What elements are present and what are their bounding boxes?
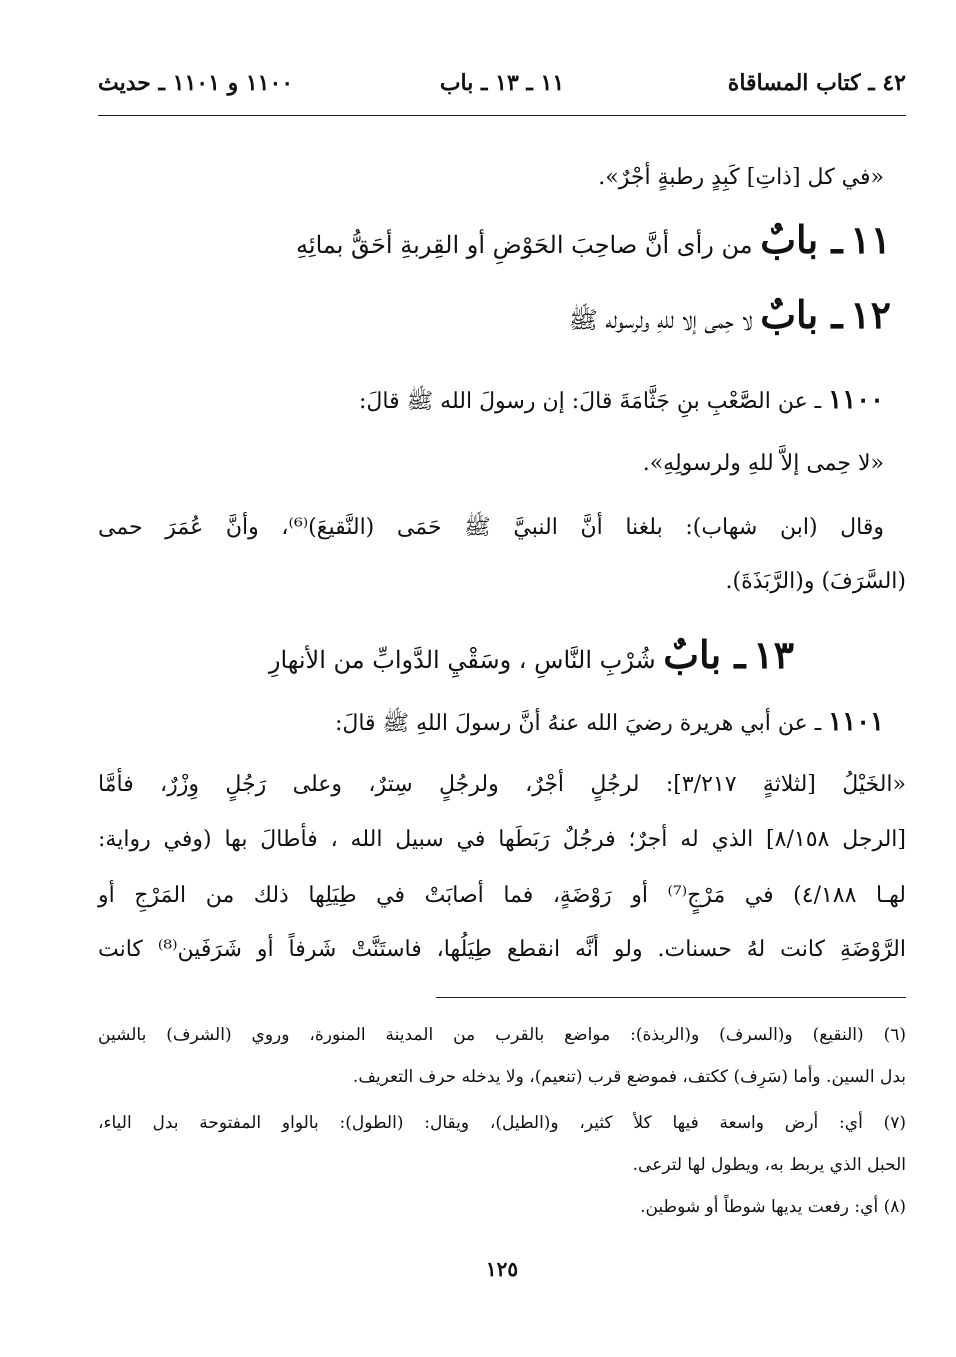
hadith-1101-intro bbox=[98, 702, 884, 744]
chapter-title: لا حِمى إلا للهِ ولرسوله ﷺ bbox=[568, 306, 753, 334]
hadith-1101-text-line: [الرجل ٨/١٥٨] الذي له أجرٌ؛ فرجُلٌ رَبَطَها في سبيل الله ، فأطالَ بها (وفي رواية: bbox=[98, 827, 907, 852]
footnote-7: (٧) أي: أرض واسعة فيها كلأ كثير، و(الطيل)، ويقال: (الطول): بالواو المفتوحة بدل الياء، bbox=[98, 1113, 906, 1133]
hadith-1100-intro bbox=[98, 380, 884, 422]
header-divider bbox=[98, 115, 906, 116]
chapter-bab-label: ـ بابٌ bbox=[663, 632, 746, 677]
running-header bbox=[98, 70, 906, 102]
hadith-1101-text-line: لهـا ٤/١٨٨) في مَرْجٍ⁽⁷⁾ أو رَوْضَةٍ، فما أصابَتْ في طِيَلِها ذلك من المَرْجِ أو bbox=[98, 883, 906, 908]
chapter-number: ١٢ bbox=[850, 292, 891, 337]
chapter-bab-label: ـ بابٌ bbox=[760, 292, 843, 337]
continued-text-line: «في كل [ذاتِ] كَبِدٍ رطبةٍ أجْرٌ». bbox=[598, 165, 884, 190]
header-section: ١١ ـ ١٣ ـ باب bbox=[439, 70, 565, 96]
footnote-8: (٨) أي: رفعت يديها شوطاً أو شوطين. bbox=[640, 1197, 906, 1217]
hadith-intro-text: ـ عن الصَّعْبِ بنِ جَثَّامَةَ قالَ: إن رسولَ الله ﷺ قالَ: bbox=[359, 389, 822, 414]
hadith-1100-note-line: (السَّرَفَ) و(الرَّبَذَةَ). bbox=[725, 569, 906, 594]
hadith-number: ١١٠٠ bbox=[828, 385, 884, 415]
chapter-number: ١١ bbox=[850, 217, 891, 262]
hadith-number: ١١٠١ bbox=[828, 707, 884, 737]
hadith-1100-note-line: وقال (ابن شهاب): بلغنا أنَّ النبيَّ ﷺ حَمَى (النَّقيعَ)⁽⁶⁾، وأنَّ عُمَرَ حمى bbox=[98, 515, 884, 540]
hadith-1101-text-line: «الخَيْلُ [لثلاثةٍ ٣/٢١٧]: لرجُلٍ أجْرٌ، ولرجُلٍ سِترٌ، وعلى رَجُلٍ وِزْرٌ، فأمَّا bbox=[98, 772, 907, 797]
hadith-1101-text-line: الرَّوْضَةِ كانت لهُ حسنات. ولو أنَّه انقطع طِيَلُها، فاستَنَّتْ شَرفاً أو شَرَفَين⁽⁸⁾ كانت bbox=[98, 937, 906, 962]
footnote-6: (٦) (النقيع) و(السرف) و(الربذة): مواضع بالقرب من المدينة المنورة، وروي (الشرف) بالشين bbox=[98, 1025, 906, 1045]
chapter-bab-label: ـ بابٌ bbox=[760, 217, 843, 262]
page-number: ١٢٥ bbox=[485, 1257, 519, 1281]
chapter-heading-13 bbox=[269, 625, 794, 690]
chapter-title: شُرْبِ النَّاسِ ، وسَقْيِ الدَّوابِّ من الأنهارِ bbox=[268, 646, 656, 674]
chapter-title: من رأى أنَّ صاحِبَ الحَوْضِ أو القِربةِ أحَقُّ بمائِهِ bbox=[296, 231, 753, 259]
header-chapter: ٤٢ ـ كتاب المساقاة bbox=[727, 70, 906, 96]
book-page bbox=[98, 60, 906, 1300]
chapter-heading-11 bbox=[296, 210, 891, 275]
footnote-divider bbox=[436, 997, 906, 998]
footnote-6-cont: بدل السين. وأما (سَرِف) ككتف، فموضع قرب (تنعيم)، ولا يدخله حرف التعريف. bbox=[352, 1067, 906, 1087]
chapter-heading-12 bbox=[569, 285, 891, 350]
hadith-1100-quote: «لا حِمى إلاَّ للهِ ولرسولِهِ». bbox=[642, 451, 884, 476]
footnote-7-cont: الحبل الذي يربط به، ويطول لها لترعى. bbox=[632, 1155, 906, 1175]
hadith-intro-text: ـ عن أبي هريرة رضيَ الله عنهُ أنَّ رسولَ اللهِ ﷺ قالَ: bbox=[334, 711, 822, 736]
header-hadith-range: ١١٠٠ و ١١٠١ ـ حديث bbox=[98, 70, 294, 96]
chapter-number: ١٣ bbox=[753, 632, 794, 677]
